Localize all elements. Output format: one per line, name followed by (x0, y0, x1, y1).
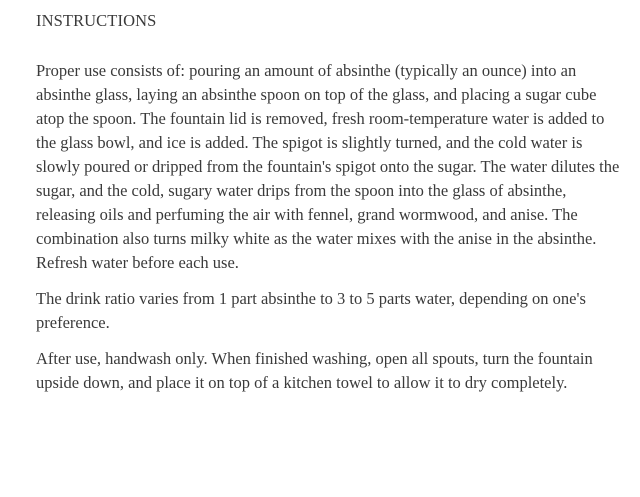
instructions-paragraph-usage: Proper use consists of: pouring an amount of absinthe (typically an ounce) into an absinthe glass, laying an absinthe spoon on top of the glass, and placing a sugar cube atop the spoon. The fountain lid is removed, fresh room-temperature water is added to the glass bowl, and ice is added. The spigot is slightly turned, and the cold water is slowly poured or dripped from the fountain's spigot onto the sugar. The water dilutes the sugar, and the cold, sugary water drips from the spoon into the glass of absinthe, releasing oils and perfuming the air with fennel, grand wormwood, and anise. The combination also turns milky white as the water mixes with the anise in the absinthe. Refresh water before each use. (36, 61, 620, 272)
instructions-heading: INSTRUCTIONS (36, 11, 157, 30)
instructions-section (36, 9, 622, 407)
instructions-paragraph-ratio: The drink ratio varies from 1 part absinthe to 3 to 5 parts water, depending on one's preference. (36, 289, 586, 332)
instructions-paragraph-care: After use, handwash only. When finished washing, open all spouts, turn the fountain upside down, and place it on top of a kitchen towel to allow it to dry completely. (36, 349, 593, 392)
